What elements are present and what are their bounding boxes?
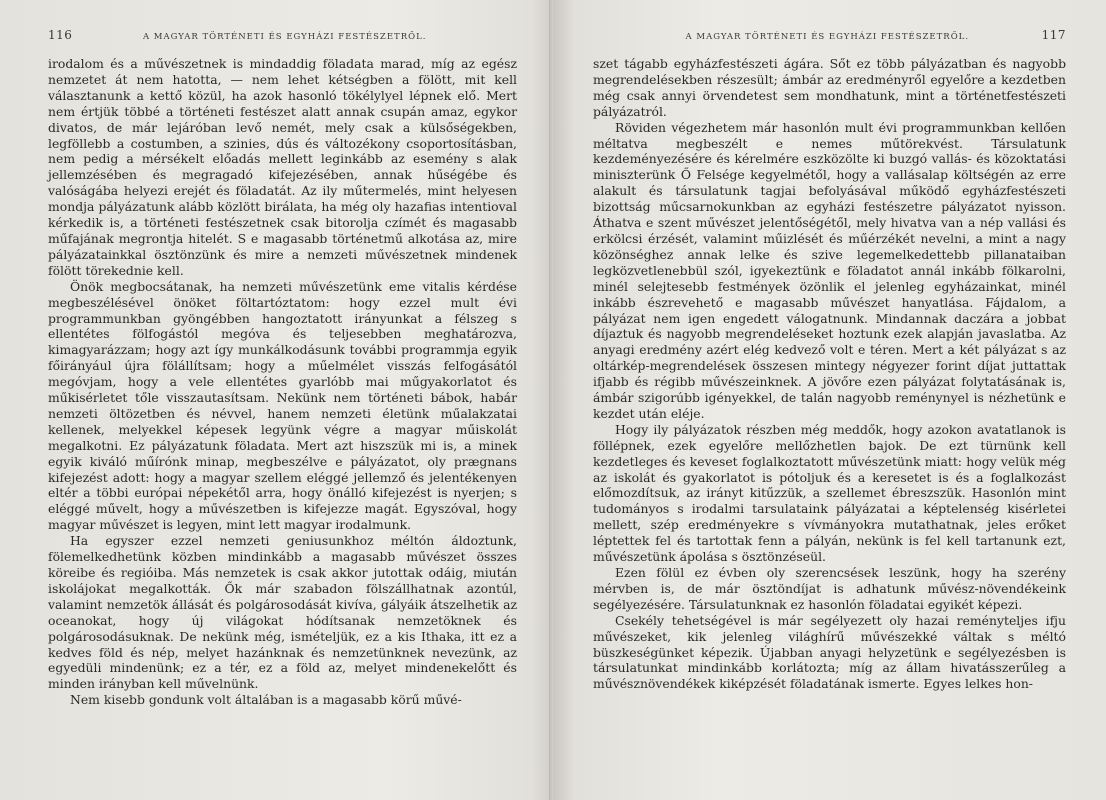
right-page-header	[593, 28, 1066, 42]
paragraph: Önök megbocsátanak, ha nemzeti művészetünk eme vitalis kérdése megbeszélésével önöket föltartóztatom: hogy ezzel mult évi programmunkban gyöngébben hangoztatott irányunkat a félszeg s ellentétes fölfogástól megóva és teljesebben meghatározva, kimagyarázzam; hogy azt így munkálkodásunk további programmja egyik főirányául újra fölállítsam; hogy a műelmélet visszás felfogásától megóvjam, hogy a vele ellentétes gyarlóbb mai műgyakorlatot és műkisérletet tőle visszautasítsam. Nekünk nem történeti bábok, habár nemzeti öltözetben és névvel, hanem nemzeti életünk műalakzatai kellenek, melyekkel képesek legyünk végre a magyar műiskolát megalkotni. Ez pályázatunk föladata. Mert azt hiszszük mi is, a minek egyik kiváló műírónk minap, megbeszélve e pályázatot, oly prægnans kifejezést adott: hogy a magyar szellem eléggé jellemző és jelentékenyen eltér a többi európai népekétől arra, hogy önálló kifejezést is nyerjen; s eléggé művelt, hogy a művészetben is kifejezze magát. Egyszóval, hogy magyar művészet is legyen, mint lett magyar irodalmunk.	[48, 278, 517, 533]
left-page-header	[48, 28, 517, 42]
paragraph: Csekély tehetségével is már segélyezett oly hazai reményteljes ifju művészeket, kik jelenleg világhírű művészekké váltak s méltó büszkeségünket képezik. Újabban anyagi helyzetünk e segélyezésben is társulatunkat mindinkább korlátozta; míg az állam hivatásszerűleg a művésznövendékek kiképzését föladatának ismerte. Egyes lelkes hon-	[593, 612, 1066, 692]
paragraph: Nem kisebb gondunk volt általában is a magasabb körű művé-	[70, 692, 462, 708]
right-page	[553, 0, 1106, 800]
paragraph: Ezen fölül ez évben oly szerencsések leszünk, hogy ha szerény mérvben is, de már ösztöndíjat is adhatunk művész-növendékeink segélyezésére. Társulatunknak ez hasonlón föladatai egyikét képezi.	[593, 565, 1066, 612]
paragraph: Röviden végezhetem már hasonlón mult évi programmunkban kellően méltatva megbeszélt e nemes műtörekvést. Társulatunk kezdeményezésére és kérelmére eszközölte ki buzgó vallás- és közoktatási miniszterünk Ő Felsége kegyelmétől, hogy a vallásalap költségén az erre alakult és társulatunk tagjai befolyásával működő egyházfestészeti bizottság műcsarnokunkban az egyházi festészetre pályázatot nyisson. Áthatva e szent művészet jelentőségétől, mely hivatva van a nép vallási és erkölcsi érzését, valamint műizlését és műérzékét nevelni, a mint a nagy közönséghez annak lelke és szive legemelkedettebb pillanataiban legközvetlenebbül szól, igyekeztünk e föladatot annál inkább fölkarolni, minél selejtesebb festmények özönlik el jelenleg egyházainkat, minél inkább észrevehető e magasabb művészet hanyatlása. Fájdalom, a pályázat nem igen engedett válogatnunk. Mindannak daczára a jobbat díjaztuk és nagyobb megrendeléseket hoztunk ezek alapján javaslatba. Az anyagi eredmény azért elég kedvező volt e téren. Mert a két pályázat s az oltárkép-megrendelések összesen mintegy négyezer forint díjat juttattak ifjabb és régibb művészeinknek. A jövőre ezen pályázat folytatásának is, ámbár szigorúbb igényekkel, de talán nagyobb reménynyel is nézhetünk e kezdet után eléje.	[593, 119, 1066, 421]
paragraph: irodalom és a művészetnek is mindaddig föladata marad, míg az egész nemzetet át nem hatotta, — nem lehet kétségben a fölött, mit kell választanunk a kettő közül, ha azok hasonló tökélylyel lépnek elő. Mert nem értjük többé a történeti festészet alatt annak csupán amaz, egykor divatos, de már lejáróban levő nemét, mely csak a külsőségekben, legföllebb a costumben, a szinies, dús és változékony csoportosításban, nem pedig a mérsékelt előadás mellett leginkább az esemény s alak jellemzésében és megragadó kifejezésében, annak hűségébe és valóságába helyezi erejét és föladatát. Az ily műtermelés, mint helyesen mondja pályázatunk alább közlött birálata, ha még oly hazafias intentioval kérkedik is, a történeti festészetnek csak bitorolja czímét és magasabb műfajának megrontja hitelét. S e magasabb történetmű alkotása az, mire pályázatainkkal ösztönzünk és mire a nemzeti művészetnek mindenek fölött törekednie kell.	[48, 56, 517, 278]
paragraph: Ha egyszer ezzel nemzeti geniusunkhoz méltón áldoztunk, fölemelkedhetünk közben mindinkább a magasabb művészet összes köreibe és regióiba. Más nemzetek is csak akkor jutottak odáig, miután iskolájokat megalkották. Ők már szabadon fölszállhatnak azontúl, valamint nemzetök állását és polgárosodását kivíva, gályáik átszelhetik az oceanokat, hogy új világokat hódítsanak nemzetöknek és polgárosodásuknak. De nekünk még, ismételjük, ez a kis Ithaka, itt ez a kedves föld és nép, melyet hazánknak és nemzetünknek nevezünk, az egyedüli mindenünk; ez a tér, ez a föld az, melyet mindenekelőtt és minden irányban kell művelnünk.	[48, 533, 517, 692]
paragraph: szet tágabb egyházfestészeti ágára. Sőt ez több pályázatban és nagyobb megrendelésekben részesült; ámbár az eredményről egyelőre a kezdetben még csak annyi örvendetest sem mondhatunk, mint a történetfestészeti pályázatról.	[593, 56, 1066, 119]
page-number: 117	[1041, 28, 1066, 42]
paragraph: Hogy ily pályázatok részben még meddők, hogy azokon avatatlanok is föllépnek, ezek egyelőre mellőzhetlen bajok. De ezt türnünk kell kezdetleges és keveset foglalkoztatott művészetünk miatt: hogy velük még az iskolát és gyakorlatot is pótoljuk és a keresetet is és a foglalkozást előmozdítsuk, az irányt kitűzzük, a szellemet ébreszszük. Hasonlón mint tudományos s irodalmi tarsulataink pályázatai a képtelenség kisérletei mellett, szép eredményekre s vívmányokra mutathatnak, jeles erőket léptettek fel és tartottak fenn a pályán, nekünk is fel kell tartanunk ezt, művészetünk ápolása s ösztönzéseül.	[593, 421, 1066, 565]
running-head: A MAGYAR TÖRTÉNETI ÉS EGYHÁZI FESTÉSZETRŐL.	[142, 32, 427, 42]
left-page-body	[48, 56, 517, 708]
running-head: A MAGYAR TÖRTÉNETI ÉS EGYHÁZI FESTÉSZETRŐL.	[685, 32, 970, 42]
right-page-body	[593, 56, 1066, 692]
page-number: 116	[48, 28, 73, 42]
